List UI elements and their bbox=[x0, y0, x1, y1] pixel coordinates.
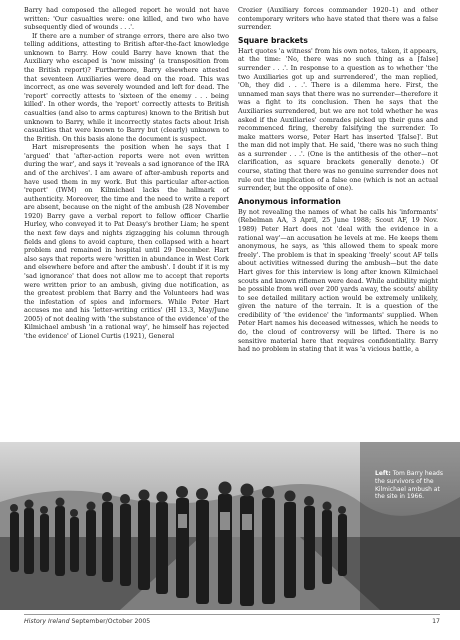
right-column bbox=[238, 6, 438, 354]
photo-illustration bbox=[0, 442, 460, 610]
caption-direction: Left: bbox=[375, 470, 391, 477]
section-heading-square-brackets: Square brackets bbox=[238, 35, 308, 45]
photo-caption bbox=[375, 470, 443, 501]
caption-text: Tom Barry heads the survivors of the Kilmichael ambush at the site in 1966. bbox=[375, 470, 443, 501]
square-brackets-paragraph: Hart quotes 'a witness' from his own notes, taken, it appears, at the time: 'No, there was no such thing as a [false] surrender . . .'. In response to a question as to whether 'the two Auxiliaries got up and surrendered', the man replied, 'Oh, they did . . .'. There is a dilemma here. First, the unnamed man says that there was no surrender—therefore it was a fight to its conclusion. Then he says that the Auxiliaries surrendered, but we are not told whether he was asked if the Auxiliaries' comrades picked up their guns and recommenced firing, thereby falsifying the surrender. To make matters worse, Peter Hart has inserted '[false]'. But the man did not imply that. He said, 'there was no such thing as a surrender . . .'. (One is the antithesis of the other—not clarification, as square brackets generally denote.) Of course, stating that there was no genuine surrender does not rule out the implication of a false one (which is not an actual surrender, but the opposite of one). bbox=[238, 46, 438, 193]
anonymous-information-paragraph: By not revealing the names of what he calls his 'informants' (Rebelman AA, 3 April, 25 June 1988; Scout AF, 19 Nov. 1989) Peter Hart does not 'deal with the evidence in a rational way'—an accusation he levels at me. He keeps them anonymous, he says, as 'this allowed them to speak more freely'. The problem is that in speaking 'freely' scout AF tells about activities witnessed during the ambush—but the date Hart gives for this interview is long after known Kilmichael scouts and known riflemen were dead. While audibility might be possible from well over 200 yards away, the scouts' ability to see detailed military action would be extremely unlikely, given the nature of the terrain. It is a question of the credibility of 'the evidence' the 'informants' supplied. When Peter Hart names his deceased witnesses, which he needs to do, the cloud of controversy will be lifted. There is no sensitive material here that requires confidentiality. Barry had no problem in stating that it was 'a vicious battle, a bbox=[238, 207, 438, 354]
left-paragraph-2: If there are a number of strange errors, there are also two telling additions, attesting to British after-the-fact knowledge unknown to Barry. How could Barry have known that the Auxiliary who escaped is 'now missing' (a transposition from the British report)? Furthermore, Barry elsewhere attested that seventeen Auxiliaries were dead on the road. This was incorrect, as one was severely wounded and left for dead. The 'report' correctly attests to 'sixteen of the enemy . . . being killed'. In other words, the 'report' correctly attests to British casualties (and also to arms captures) known to the British but unknown to Barry, while it incorrectly states facts about Irish casualties that were known to Barry but (clearly) unknown to the British. On this basis alone the document is suspect. bbox=[24, 31, 229, 143]
left-paragraph-1: Barry had composed the alleged report he would not have written: 'Our casualties were: one killed, and two who have subsequently died of wounds . . .'. bbox=[24, 6, 229, 32]
commemoration-photo bbox=[0, 442, 460, 610]
issue-date: September/October 2005 bbox=[71, 618, 151, 625]
left-column bbox=[24, 6, 229, 341]
page-footer bbox=[24, 614, 440, 625]
page-number: 17 bbox=[432, 618, 440, 625]
right-intro-paragraph: Crozier (Auxiliary forces commander 1920–1) and other contemporary writers who have stated that there was a false surrender. bbox=[238, 6, 438, 32]
left-paragraph-3: Hart misrepresents the position when he says that I 'argued' that 'after-action reports were not even written during the war', and says it 'reveals a sad ignorance of the IRA and of the archives'. I am aware of after-ambush reports and have used them in my work. But this particular after-action 'report' (IWM) on Kilmichael lacks the hallmark of authenticity. Moreover, the time and the need to write a report are absent, because on the night of the ambush (28 November 1920) Barry gave a verbal report to fellow officer Charlie Hurley, who conveyed it to Pat Deasy's brother Liam; he spent the next few days and nights zigzagging his column through fields and glens to avoid capture, then collapsed with a heart problem and remained in hospital until 29 December. Hart also says that reports were 'written in abundance in West Cork and elsewhere before and after the ambush'. I doubt if it is my 'sad ignorance' that does not allow me to accept that reports were written prior to an ambush, giving due notification, as the greatest problem that Barry and the Volunteers had was the infestation of spies and informers. While Peter Hart accuses me and his 'letter-writing critics' (HI 13.3, May/June 2005) of not dealing with 'the substance of the evidence' of the Kilmichael ambush 'in a rational way', he himself has rejected 'the evidence' of Lionel Curtis (1921), General bbox=[24, 143, 229, 340]
publication-name: History Ireland bbox=[24, 618, 70, 625]
section-heading-anonymous-information: Anonymous information bbox=[238, 196, 341, 206]
